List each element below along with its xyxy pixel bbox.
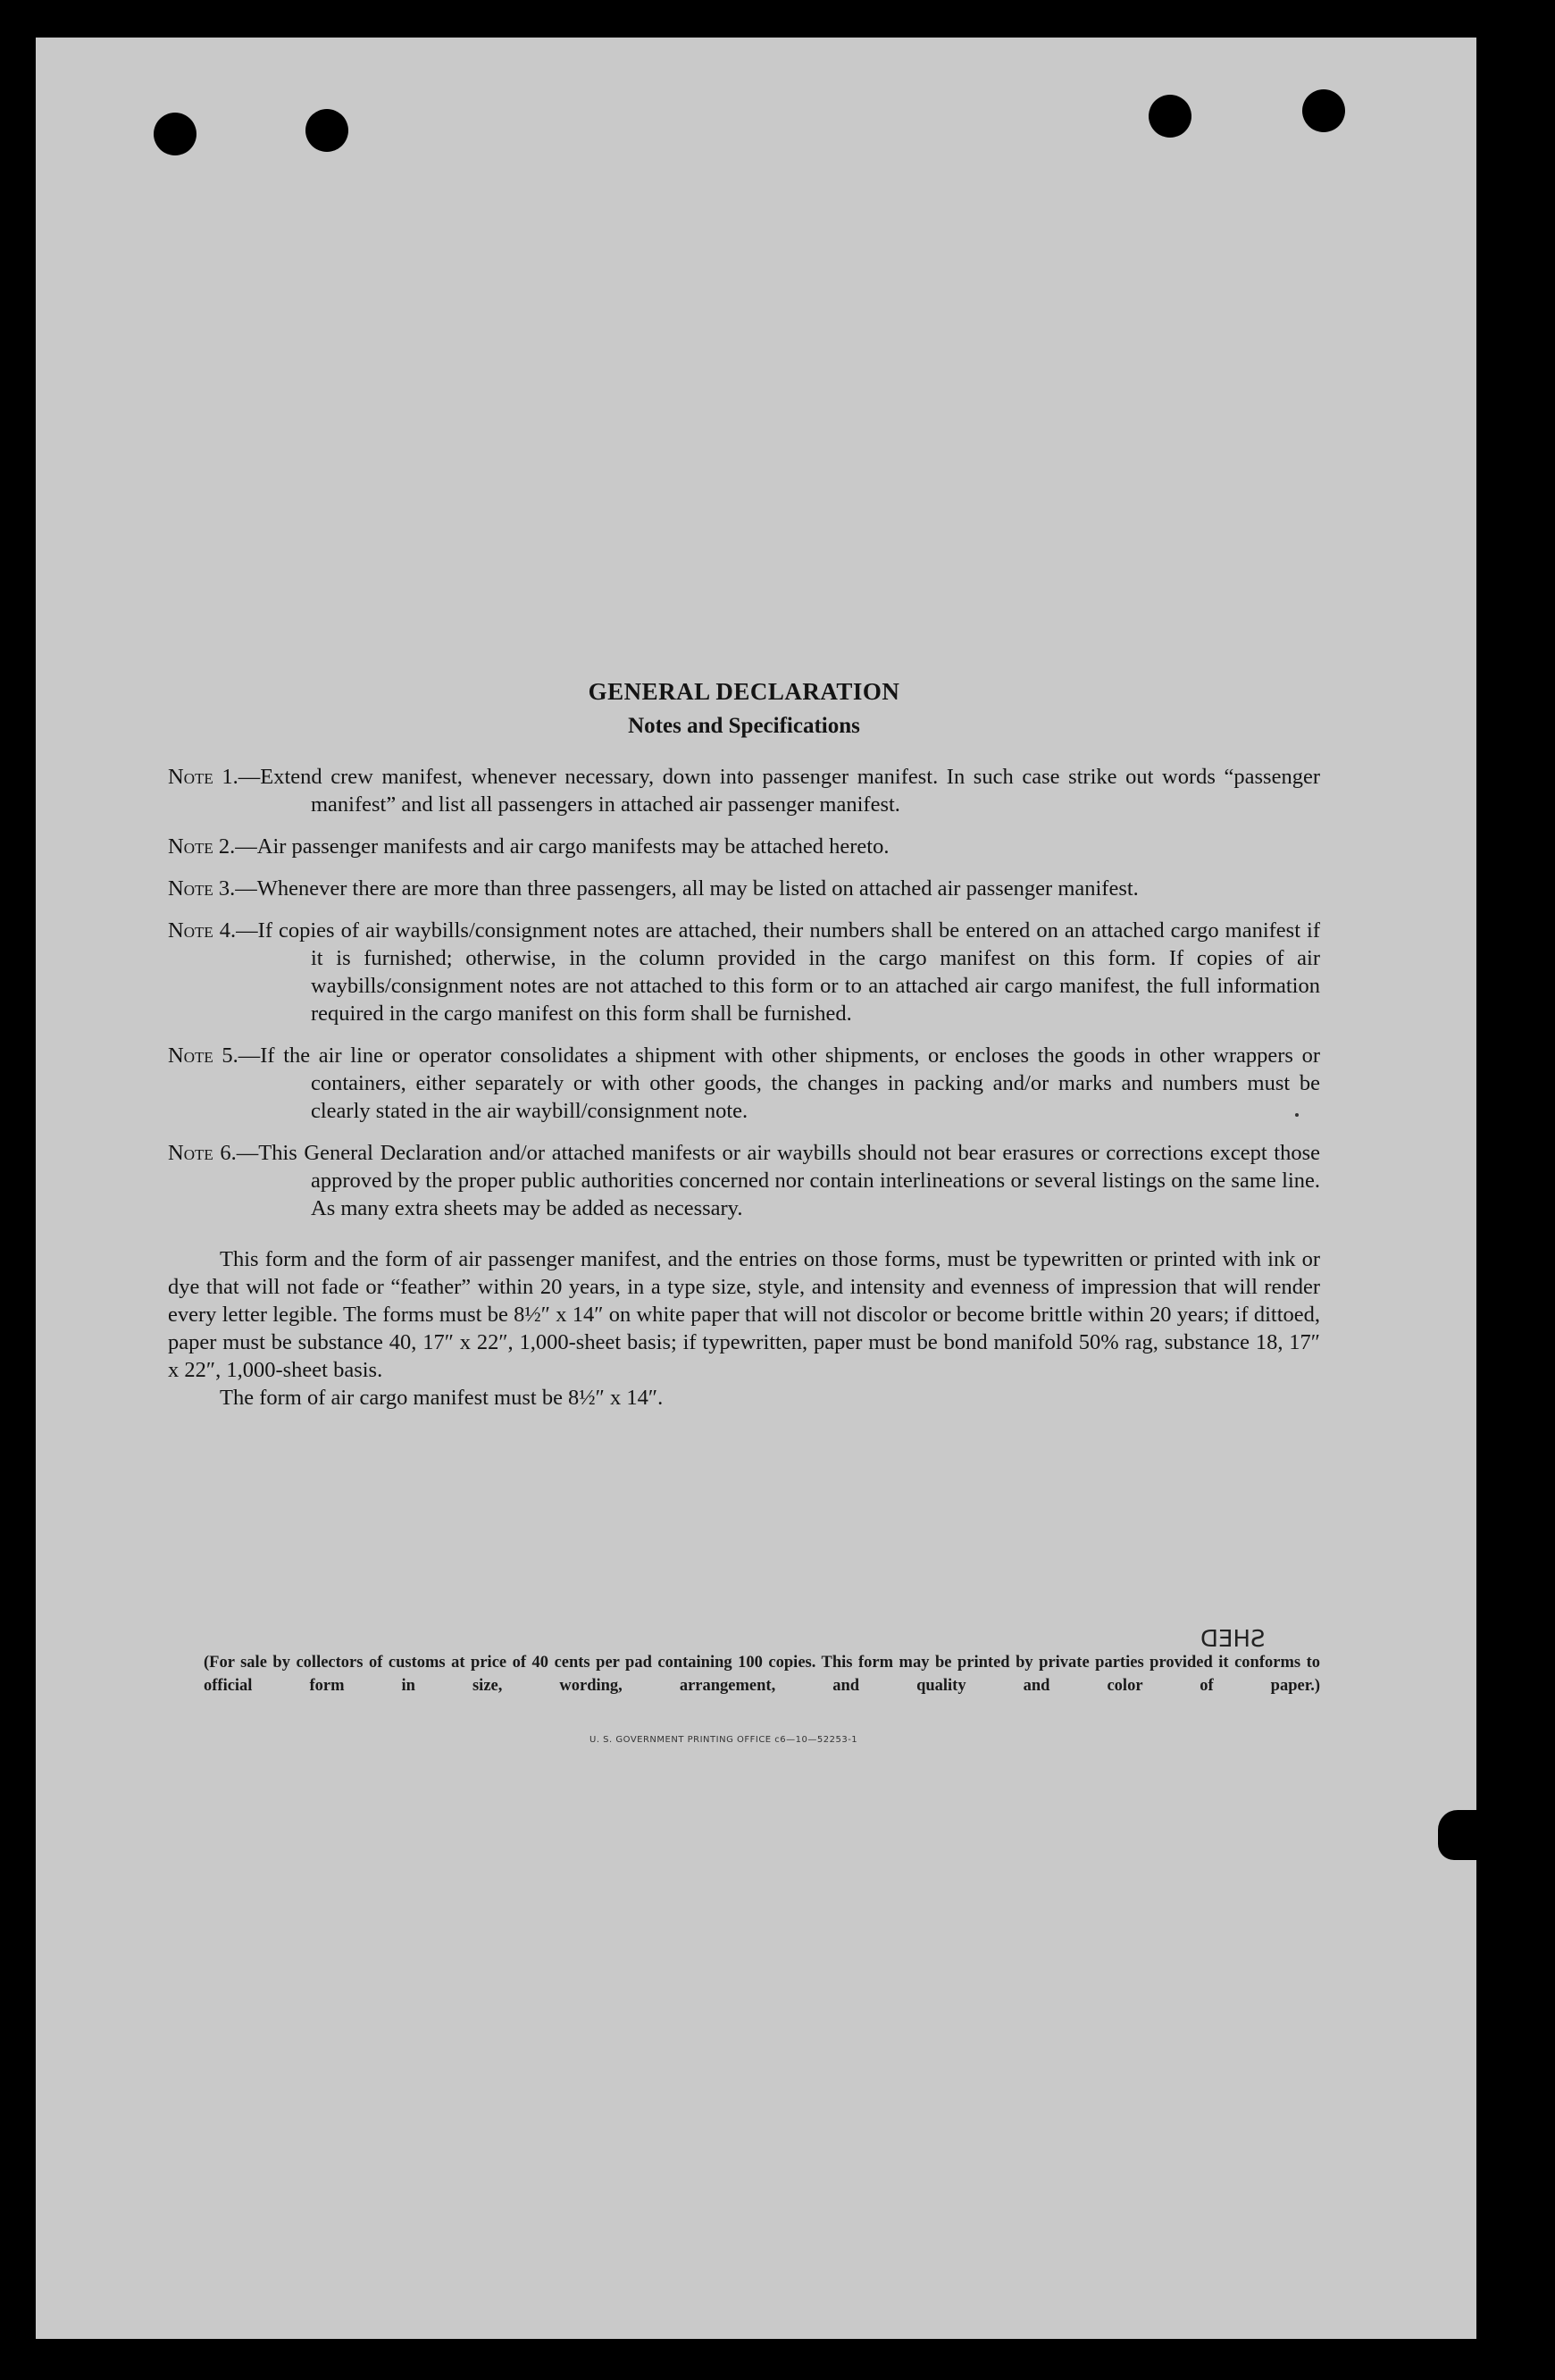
- note-text: —Air passenger manifests and air cargo manifests may be attached hereto.: [235, 834, 890, 859]
- printer-imprint: U. S. GOVERNMENT PRINTING OFFICE c6—10—52253-1: [589, 1735, 858, 1745]
- note-text: —This General Declaration and/or attached manifests or air waybills should not bear erasures or corrections except those approved by the proper public authorities concerned nor contain interlineations or several listings on the same line. As many extra sheets may be added as necessary.: [236, 1141, 1320, 1220]
- note-5: [168, 1042, 1320, 1125]
- declaration-notes: [168, 674, 1320, 1412]
- sale-notice: (For sale by collectors of customs at price of 40 cents per pad containing 100 copies. This form may be printed by private parties provided it conforms to official form in size, wording, arrangement, and quality and color of paper.): [204, 1654, 1320, 1695]
- note-6: [168, 1139, 1320, 1222]
- binder-hole-2: [305, 109, 348, 152]
- note-label: Note 6.: [168, 1141, 237, 1165]
- note-text: —If copies of air waybills/consignment notes are attached, their numbers shall be entered on an attached cargo manifest if it is furnished; otherwise, in the column provided in the cargo manifest on this form. If copies of air waybills/consignment notes are not attached to this form or to an attached air cargo manifest, the full information required in the cargo manifest on this form shall be furnished.: [236, 918, 1320, 1026]
- page-subtitle: Notes and Specifications: [628, 714, 860, 738]
- torn-edge: [1438, 1810, 1481, 1860]
- ink-speck: [1295, 1113, 1299, 1117]
- note-3: [168, 875, 1320, 902]
- note-label: Note 2.: [168, 834, 236, 859]
- note-label: Note 5.: [168, 1043, 238, 1068]
- binder-hole-1: [154, 113, 196, 155]
- note-label: Note 4.: [168, 918, 237, 943]
- binder-hole-4: [1302, 89, 1345, 132]
- note-text: —Extend crew manifest, whenever necessary, down into passenger manifest. In such case strike out words “passenger manifest” and list all passengers in attached air passenger manifest.: [238, 765, 1321, 817]
- note-label: Note 3.: [168, 876, 236, 901]
- note-text: —If the air line or operator consolidates a shipment with other shipments, or encloses the goods in other wrappers or containers, either separately or with other goods, the changes in packing and/or marks and numbers must be clearly stated in the air waybill/consignment note.: [238, 1043, 1320, 1123]
- note-1: [168, 763, 1320, 818]
- specification-paragraph: This form and the form of air passenger manifest, and the entries on those forms, must be typewritten or printed with ink or dye that will not fade or “feather” within 20 years, in a type size, style, and intensity and evenness of impression that will render every letter legible. The forms must be 8½″ x 14″ on white paper that will not discolor or become brittle within 20 years; if dittoed, paper must be substance 40, 17″ x 22″, 1,000-sheet basis; if typewritten, paper must be bond manifold 50% rag, substance 18, 17″ x 22″, 1,000-sheet basis.: [168, 1247, 1320, 1382]
- note-2: [168, 833, 1320, 860]
- cargo-manifest-size-line: The form of air cargo manifest must be 8½″ x 14″.: [220, 1386, 664, 1410]
- binder-hole-3: [1149, 95, 1191, 138]
- note-4: [168, 917, 1320, 1027]
- page-title: GENERAL DECLARATION: [588, 678, 900, 705]
- handwritten-stamp: SHED: [1200, 1626, 1266, 1653]
- note-label: Note 1.: [168, 765, 238, 789]
- note-text: —Whenever there are more than three passengers, all may be listed on attached air passenger manifest.: [235, 876, 1139, 901]
